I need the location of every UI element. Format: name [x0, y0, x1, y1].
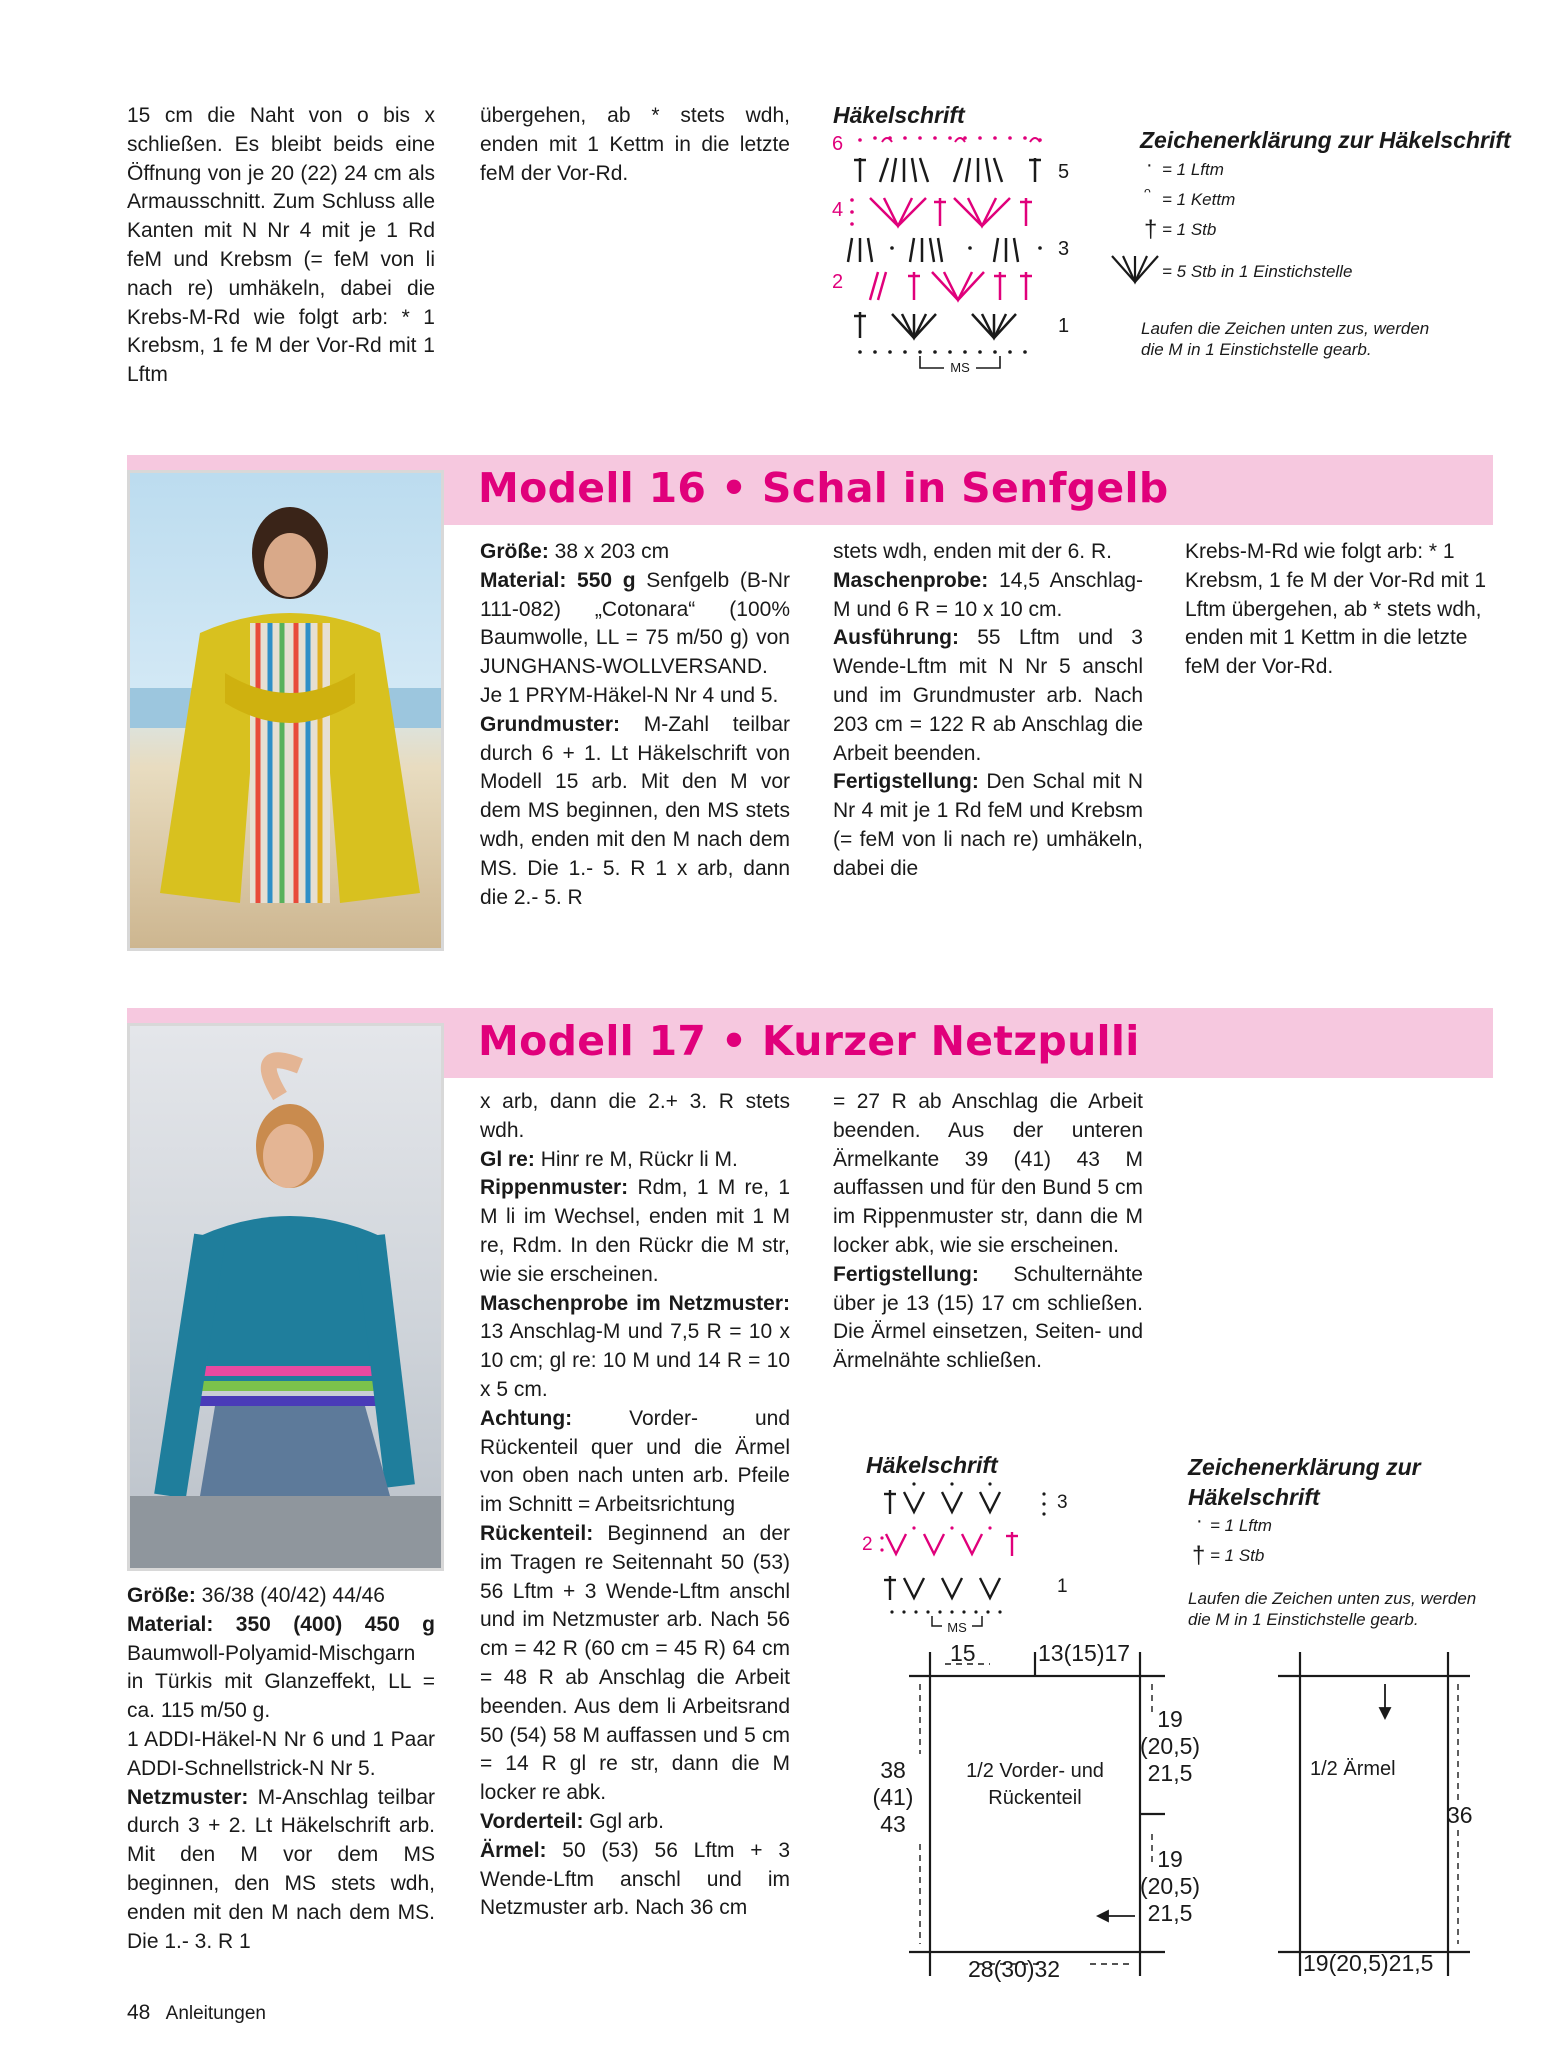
chart-row-1: 1 [1058, 315, 1070, 337]
top-text-col1: 15 cm die Naht von o bis x schließen. Es bleibt beids eine Öffnung von je 20 (22) 24 cm als Armausschnitt. Zum Schluss alle Kanten mit N Nr 4 mit je 1 Rd feM und Krebsm (= feM von li nach re) umhäkeln, dabei die Krebs-M-Rd wie folgt arb: * 1 Krebsm, 1 fe M der Vor-Rd mit 1 Lftm [127, 104, 435, 387]
top-chart-title: Häkelschrift [833, 102, 965, 128]
m17-schematic [880, 1634, 1480, 2004]
top-legend-note: Laufen die Zeichen unten zus, werden die M in 1 Einstichstelle gearb. [1141, 319, 1430, 359]
schema-top-right: 13(15)17 [1038, 1640, 1131, 1666]
schema-right-upper: 19 (20,5) 21,5 [1139, 1706, 1201, 1786]
top-crochet-chart [830, 130, 1100, 380]
m17-chart-title: Häkelschrift [866, 1452, 998, 1478]
m17-col-a: Größe: 36/38 (40/42) 44/46 Material: 350 (400) 450 g Baumwoll-Polyamid-Mischgarn in Türkis mit Glanzeffekt, LL = ca. 115 m/50 g. 1 ADDI-Häkel-N Nr 6 und 1 Paar ADDI-Schnellstrick-N Nr 5. Netzmuster: M-Anschlag teilbar durch 3 + 2. Lt Häkelschrift arb. Mit den M vor dem MS beginnen, den MS stets wdh, enden mit den M nach dem MS. Die 1.- 3. R 1 [127, 1584, 435, 1953]
chart-row-4: 4 [832, 199, 844, 221]
section-label: Anleitungen [165, 2003, 267, 2024]
m17-col-c: = 27 R ab Anschlag die Arbeit beenden. Aus der unteren Ärmelkante 39 (41) 43 M auffassen und für den Bund 5 cm im Rippenmuster str, dann die M locker abk, wie sie erscheinen. Fertigstellung: Schulternähte über je 13 (15) 17 cm schließen. Die Ärmel einsetzen, Seiten- und Ärmelnähte schließen. [833, 1090, 1143, 1373]
top-legend-title: Zeichenerklärung zur Häkelschrift [1140, 127, 1511, 153]
m17-legend-note: Laufen die Zeichen unten zus, werden die M in 1 Einstichstelle gearb. [1188, 1589, 1477, 1629]
m17-row-3: 3 [1057, 1492, 1068, 1513]
page-number: 48 [127, 2001, 151, 2024]
m17-legend: · = 1 Lftm † = 1 Stb [1192, 1510, 1272, 1569]
schema-left: 38 (41) 43 [872, 1757, 914, 1837]
schema-sleeve-label: 1/2 Ärmel [1310, 1758, 1396, 1780]
ms-label: MS [950, 360, 970, 375]
m17-legend-stb: = 1 Stb [1210, 1546, 1265, 1565]
schema-body-label: 1/2 Vorder- und Rückenteil [966, 1760, 1104, 1809]
legend-kettm: = 1 Kettm [1162, 190, 1236, 209]
fan-icon [1110, 252, 1160, 286]
m16-col-c: Krebs-M-Rd wie folgt arb: * 1 Krebsm, 1 fe M der Vor-Rd mit 1 Lftm übergehen, ab * stets wdh, enden mit 1 Kettm in die letzte feM der Vor-Rd. [1185, 540, 1487, 679]
m17-row-1: 1 [1057, 1576, 1068, 1597]
m16-title: Modell 16 • Schal in Senfgelb [478, 464, 1169, 512]
legend-fan: = 5 Stb in 1 Einstichstelle [1162, 262, 1353, 281]
m16-col-b: stets wdh, enden mit der 6. R. Maschenprobe: 14,5 Anschlag-M und 6 R = 10 x 10 cm. Ausführung: 55 Lftm und 3 Wende-Lftm mit N Nr 5 anschl und im Grundmuster arb. Nach 203 cm = 122 R ab Anschlag die Arbeit beenden. Fertigstellung: Den Schal mit N Nr 4 mit je 1 Rd feM und Krebsm (= feM von li nach re) umhäkeln, dabei die [833, 540, 1143, 880]
schema-bottom: 28(30)32 [968, 1956, 1061, 1982]
top-legend: · = 1 Lftm ᵔ = 1 Kettm † = 1 Stb = 5 Stb in 1 Einstichstelle [1110, 160, 1440, 292]
m17-photo [127, 1023, 444, 1571]
legend-lftm: = 1 Lftm [1162, 160, 1224, 179]
legend-stb: = 1 Stb [1162, 220, 1217, 239]
m17-legend-lftm: = 1 Lftm [1210, 1516, 1272, 1535]
m17-title: Modell 17 • Kurzer Netzpulli [478, 1017, 1140, 1065]
schema-top-left: 15 [950, 1640, 976, 1666]
chart-row-5: 5 [1058, 161, 1070, 183]
m17-row-2: 2 [862, 1534, 873, 1555]
page-footer [127, 2001, 266, 2025]
m16-photo [127, 470, 444, 951]
m17-ms-label: MS [947, 1620, 967, 1635]
m17-col-b: x arb, dann die 2.+ 3. R stets wdh. Gl re: Hinr re M, Rückr li M. Rippenmuster: Rdm, 1 M re, 1 M li im Wechsel, enden mit 1 M re, Rdm. In den Rückr die M str, wie sie erscheinen. Maschenprobe im Netzmuster: 13 Anschlag-M und 7,5 R = 10 x 10 cm; gl re: 10 M und 14 R = 10 x 5 cm. Achtung: Vorder- und Rückenteil quer und die Ärmel von oben nach unten arb. Pfeile im Schnitt = Arbeitsrichtung Rückenteil: Beginnend an der im Tragen re Seitennaht 50 (53) 56 Lftm + 3 Wende-Lftm anschl und im Netzmuster arb. Nach 56 cm = 42 R (60 cm = 45 R) 64 cm = 48 R ab Anschlag die Arbeit beenden. Aus dem li Arbeitsrand 50 (54) 58 M auffassen und 5 cm = 14 R gl re str, dann die M locker re abk. Vorderteil: Ggl arb. Ärmel: 50 (53) 56 Lftm + 3 Wende-Lftm anschl und im Netzmuster arb. Nach 36 cm [480, 1090, 790, 1920]
chart-row-3: 3 [1058, 238, 1070, 260]
chart-row-2: 2 [832, 271, 844, 293]
m16-col-a: Größe: 38 x 203 cm Material: 550 g Senfgelb (B-Nr 111-082) „Cotonara“ (100% Baumwolle, LL = 75 m/50 g) von JUNGHANS-WOLLVERSAND. Je 1 PRYM-Häkel-N Nr 4 und 5. Grundmuster: M-Zahl teilbar durch 6 + 1. Lt Häkelschrift von Modell 15 arb. Mit den M vor dem MS beginnen, den MS stets wdh, enden mit den M nach dem MS. Die 1.- 5. R 1 x arb, dann die 2.- 5. R [480, 540, 790, 909]
top-text-col2: übergehen, ab * stets wdh, enden mit 1 Kettm in die letzte feM der Vor-Rd. [480, 104, 790, 185]
m17-crochet-chart [862, 1478, 1082, 1638]
schema-right-lower: 19 (20,5) 21,5 [1139, 1846, 1201, 1926]
schema-sleeve-right: 36 [1447, 1802, 1473, 1828]
schema-sleeve-bottom: 19(20,5)21,5 [1303, 1950, 1434, 1976]
m17-legend-title: Zeichenerklärung zur Häkelschrift [1188, 1454, 1421, 1510]
chart-row-6: 6 [832, 133, 844, 155]
